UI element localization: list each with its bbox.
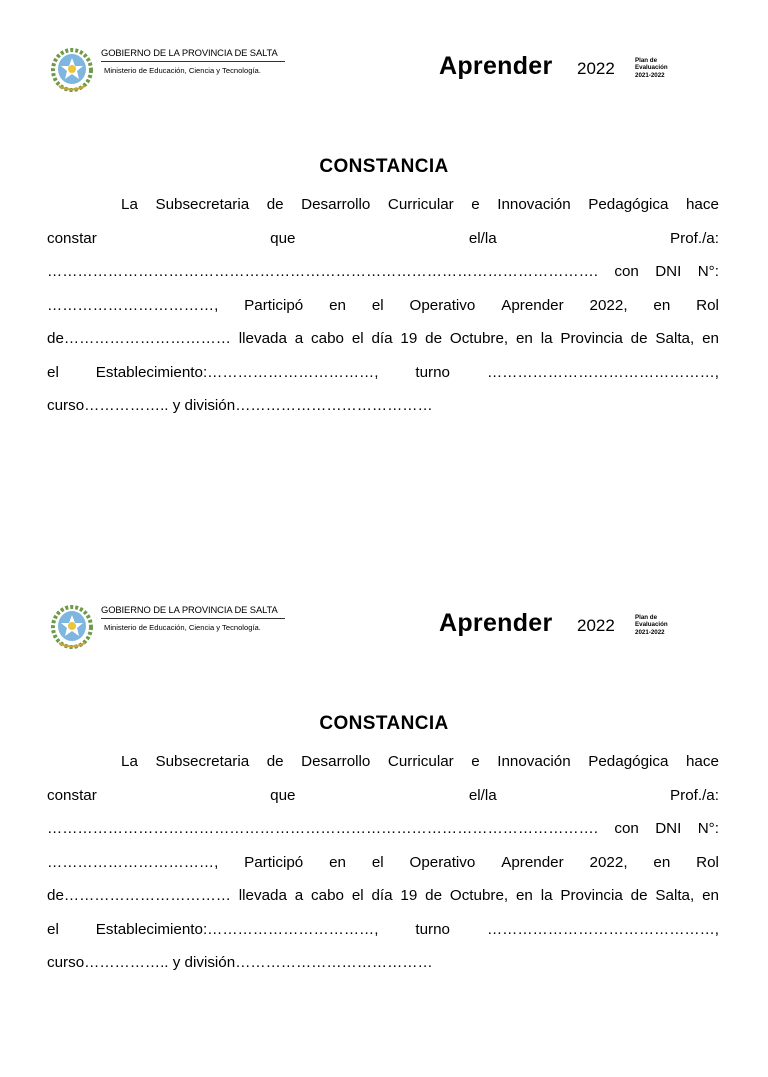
name-blank: ………………………………………………………………………………………………. — [47, 820, 598, 837]
body-line-3 — [47, 255, 719, 289]
word: La — [121, 753, 138, 770]
certificate-bottom — [0, 557, 768, 1077]
word: en — [702, 887, 719, 904]
word: el/la — [468, 786, 497, 804]
plan-line-1: Plan de — [635, 57, 658, 64]
rol-blank: de…………………………… — [47, 887, 231, 904]
word: Innovación — [497, 753, 571, 770]
word: de — [630, 887, 648, 904]
word: cabo — [311, 330, 344, 347]
word: 2022, — [589, 296, 628, 314]
word: e — [471, 196, 480, 213]
word: Desarrollo — [301, 196, 371, 213]
body-line-4 — [47, 289, 719, 323]
word: de — [630, 330, 648, 347]
word: el — [371, 296, 384, 314]
word: la — [540, 887, 553, 904]
word: en — [653, 853, 671, 871]
word: día — [371, 887, 393, 904]
word: en — [329, 853, 346, 871]
government-name: GOBIERNO DE LA PROVINCIA DE SALTA — [101, 604, 285, 619]
word: a — [294, 887, 304, 904]
province-seal-icon — [51, 46, 93, 92]
word: turno — [415, 920, 451, 938]
word: Aprender — [501, 853, 564, 871]
plan-line-2: Evaluación — [635, 621, 668, 629]
name-blank: ………………………………………………………………………………………………. — [47, 263, 598, 280]
word: Participó — [244, 853, 304, 871]
word: 19 — [400, 330, 418, 347]
word: Operativo — [409, 296, 476, 314]
word: de — [266, 196, 284, 213]
ministry-name: Ministerio de Educación, Ciencia y Tecnología. — [104, 66, 261, 75]
body-line-2 — [47, 779, 719, 813]
word: la — [540, 330, 553, 347]
word: con — [614, 820, 639, 837]
body-line-1 — [47, 188, 719, 222]
word: el — [47, 363, 59, 381]
word: Prof./a: — [670, 786, 719, 804]
word: hace — [685, 753, 719, 770]
word: cabo — [311, 887, 344, 904]
word: el — [351, 330, 364, 347]
body-line-7: curso…………….. y división………………………………… — [47, 954, 433, 971]
word: en — [515, 330, 533, 347]
establishment-blank: Establecimiento:……………………………, — [95, 920, 379, 938]
body-line-6 — [47, 913, 719, 947]
province-seal-icon — [51, 603, 93, 649]
plan-evaluacion-label — [635, 57, 668, 79]
aprender-brand: Aprender — [439, 52, 553, 80]
word: Provincia — [560, 887, 623, 904]
aprender-year: 2022 — [577, 59, 615, 78]
word: Salta, — [655, 330, 695, 347]
body-line-6 — [47, 356, 719, 390]
word: Innovación — [497, 196, 571, 213]
certificate-body — [47, 188, 719, 423]
word: día — [371, 330, 393, 347]
government-heading — [101, 604, 285, 633]
word: La — [121, 196, 138, 213]
certificate-body — [47, 745, 719, 980]
document-title: CONSTANCIA — [319, 156, 449, 177]
word: Pedagógica — [588, 196, 669, 213]
word: Curricular — [387, 196, 454, 213]
word: constar — [47, 786, 97, 804]
word: constar — [47, 229, 97, 247]
rol-blank: de…………………………… — [47, 330, 231, 347]
word: Provincia — [560, 330, 623, 347]
shift-blank: ………………………………………, — [486, 920, 719, 938]
body-line-7: curso…………….. y división………………………………… — [47, 397, 433, 414]
plan-line-3: 2021-2022 — [635, 71, 665, 79]
word: Operativo — [409, 853, 476, 871]
body-line-2 — [47, 222, 719, 256]
word: en — [702, 330, 719, 347]
body-line-3 — [47, 812, 719, 846]
word: Pedagógica — [588, 753, 669, 770]
word: Aprender — [501, 296, 564, 314]
word: Participó — [244, 296, 304, 314]
body-line-1 — [47, 745, 719, 779]
word: en — [653, 296, 671, 314]
word: 2022, — [589, 853, 628, 871]
body-line-5 — [47, 879, 719, 913]
word: 19 — [400, 887, 418, 904]
word: el/la — [468, 229, 497, 247]
body-line-4 — [47, 846, 719, 880]
word: Curricular — [387, 753, 454, 770]
word: N°: — [697, 263, 719, 280]
word: Subsecretaria — [155, 753, 250, 770]
word: el — [351, 887, 364, 904]
document-title: CONSTANCIA — [319, 713, 449, 734]
word: Subsecretaria — [155, 196, 250, 213]
word: e — [471, 753, 480, 770]
plan-line-3: 2021-2022 — [635, 628, 665, 636]
aprender-brand: Aprender — [439, 609, 553, 637]
dni-blank: ……………………………, — [47, 853, 219, 871]
word: que — [270, 786, 296, 804]
plan-line-2: Evaluación — [635, 64, 668, 72]
shift-blank: ………………………………………, — [486, 363, 719, 381]
plan-line-1: Plan de — [635, 614, 658, 621]
word: en — [515, 887, 533, 904]
word: Salta, — [655, 887, 695, 904]
word: de — [425, 330, 443, 347]
plan-evaluacion-label — [635, 614, 668, 636]
word: turno — [415, 363, 451, 381]
government-name: GOBIERNO DE LA PROVINCIA DE SALTA — [101, 47, 285, 62]
word: el — [371, 853, 384, 871]
word: Rol — [696, 853, 719, 871]
ministry-name: Ministerio de Educación, Ciencia y Tecnología. — [104, 623, 261, 632]
word: el — [47, 920, 59, 938]
establishment-blank: Establecimiento:……………………………, — [95, 363, 379, 381]
word: Prof./a: — [670, 229, 719, 247]
word: Octubre, — [449, 330, 509, 347]
word: Desarrollo — [301, 753, 371, 770]
word: Octubre, — [449, 887, 509, 904]
word: llevada — [238, 887, 287, 904]
dni-blank: ……………………………, — [47, 296, 219, 314]
word: en — [329, 296, 346, 314]
aprender-year: 2022 — [577, 616, 615, 635]
word: de — [425, 887, 443, 904]
word: DNI — [655, 820, 682, 837]
word: llevada — [238, 330, 287, 347]
word: N°: — [697, 820, 719, 837]
body-line-5 — [47, 322, 719, 356]
word: que — [270, 229, 296, 247]
government-heading — [101, 47, 285, 76]
certificate-top — [0, 0, 768, 520]
word: DNI — [655, 263, 682, 280]
word: hace — [685, 196, 719, 213]
word: a — [294, 330, 304, 347]
word: con — [614, 263, 639, 280]
word: Rol — [696, 296, 719, 314]
word: de — [266, 753, 284, 770]
